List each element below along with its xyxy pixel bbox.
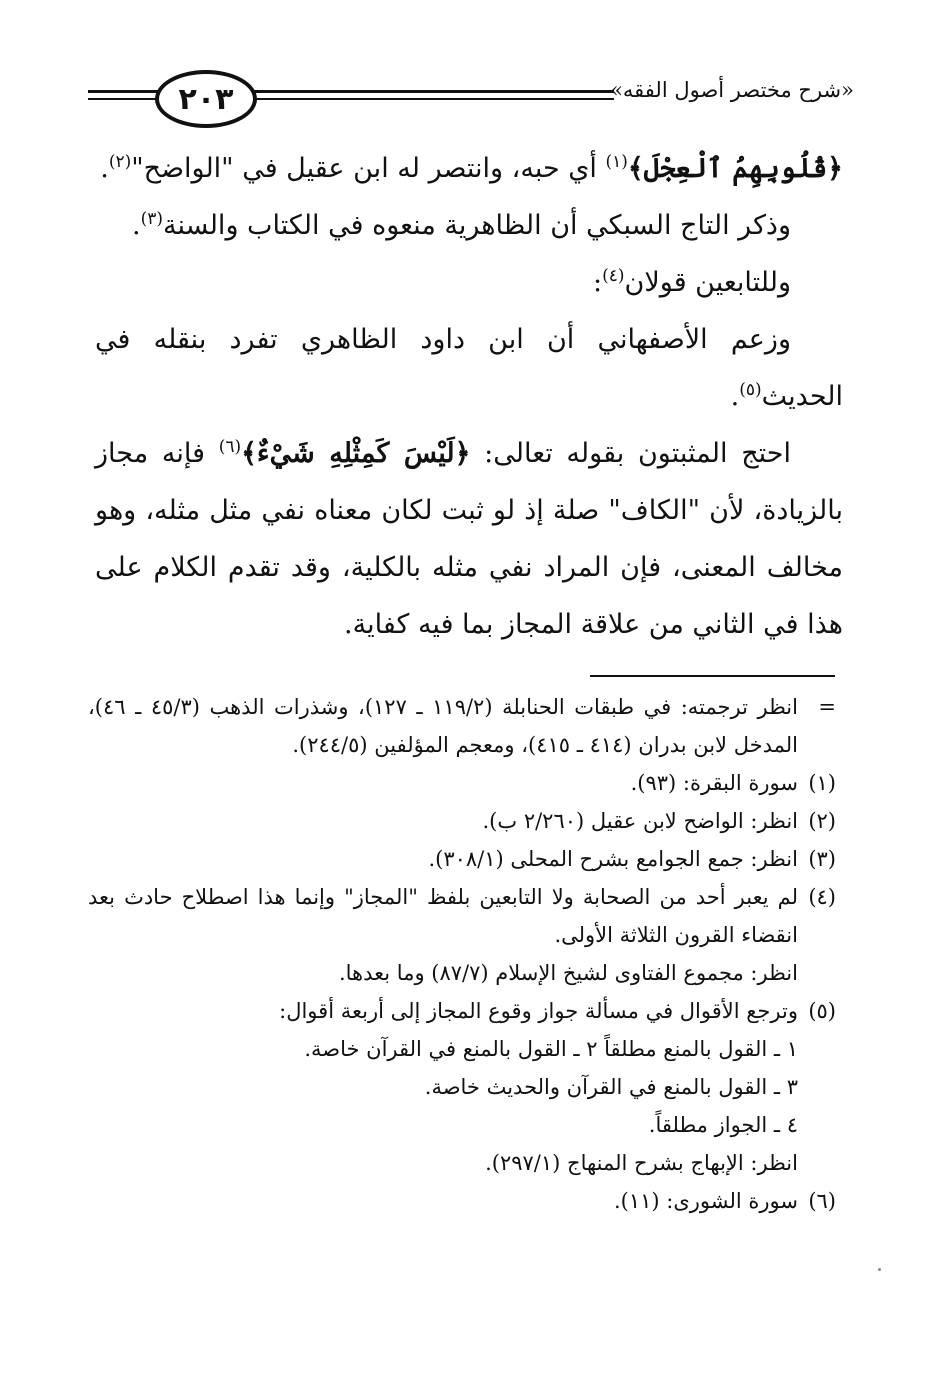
footnote-text: انظر ترجمته: في طبقات الحنابلة (١١٩/٢ ـ ١٢٧)، وشذرات الذهب (٤٥/٣ ـ ٤٦)، المدخل لابن بدران (٤١٤ ـ ٤١٥)، ومعجم المؤلفين (٢٤٤/٥). — [88, 695, 798, 757]
quran-verse: ﴿لَيْسَ كَمِثْلِهِ شَيْءٌ﴾ — [241, 438, 471, 469]
footnote-text: سورة الشورى: (١١). — [613, 1189, 798, 1213]
punctuation: . — [131, 210, 141, 241]
footnote-separator — [590, 675, 835, 677]
footnote-4 — [88, 878, 836, 992]
main-text — [95, 140, 843, 653]
footnote-ref: (١) — [605, 152, 628, 172]
page-header — [0, 60, 942, 140]
paragraph-5 — [95, 425, 843, 653]
footnote-text: انظر: جمع الجوامع بشرح المحلى (٣٠٨/١). — [428, 847, 798, 871]
footnote-reference: انظر: الإبهاج بشرح المنهاج (٢٩٧/١). — [485, 1151, 798, 1175]
paragraph-text: وذكر التاج السبكي أن الظاهرية منعوه في الكتاب والسنة — [163, 210, 791, 241]
footnote-text: انظر: الواضح لابن عقيل (٢/٢٦٠ ب). — [482, 809, 798, 833]
footnote-number: (٥) — [808, 999, 836, 1023]
footnote-ref: (٥) — [739, 380, 762, 400]
running-title: «شرح مختصر أصول الفقه» — [610, 78, 854, 102]
footnote-text: وترجع الأقوال في مسألة جواز وقوع المجاز إلى أربعة أقوال: — [279, 999, 798, 1023]
footnote-number: (٢) — [808, 809, 836, 833]
footnote-1 — [88, 764, 836, 802]
footnote-6 — [88, 1182, 836, 1220]
footnote-number: (٣) — [808, 847, 836, 871]
footnote-number: (١) — [808, 771, 836, 795]
footnote-list-item: ٤ ـ الجواز مطلقاً. — [648, 1113, 798, 1137]
paragraph-text: أي حبه، وانتصر له ابن عقيل في "الواضح" — [131, 153, 606, 184]
paragraph-text: احتج المثبتون بقوله تعالى: — [470, 438, 791, 469]
paragraph-text: فإنه مجاز بالزيادة، لأن "الكاف" صلة إذ لو ثبت لكان معناه نفي مثل مثله، وهو مخالف المعنى، فإن المراد نفي مثله بالكلية، وقد تقدم الكلام على هذا في الثاني من علاقة المجاز بما فيه كفاية. — [95, 438, 843, 640]
header-rule-right-top — [252, 90, 614, 93]
page-number: ٢٠٣ — [155, 70, 257, 128]
punctuation: : — [592, 267, 603, 298]
footnote-number: (٤) — [808, 885, 836, 909]
quran-verse: ﴿قُلُوبِهِمُ ٱلْعِجْلَ﴾ — [627, 153, 843, 184]
footnote-text: لم يعبر أحد من الصحابة ولا التابعين بلفظ "المجاز" وإنما هذا اصطلاح حادث بعد انقضاء القرون الثلاثة الأولى. — [88, 885, 798, 947]
header-rule-left-bottom — [88, 98, 160, 100]
paragraph-text: وزعم الأصفهاني أن ابن داود الظاهري تفرد بنقله في الحديث — [95, 324, 843, 412]
footnote-continued — [88, 688, 836, 764]
paragraph-4 — [95, 311, 843, 425]
footnote-ref: (٦) — [218, 437, 242, 457]
punctuation: . — [730, 381, 740, 412]
footnotes — [88, 688, 836, 1220]
paragraph-1 — [95, 140, 843, 197]
footnote-number: (٦) — [808, 1189, 836, 1213]
scan-speck — [878, 1268, 881, 1271]
header-rule-right-bottom — [252, 98, 614, 100]
footnote-list-item: ٣ ـ القول بالمنع في القرآن والحديث خاصة. — [424, 1075, 798, 1099]
footnote-ref: (٣) — [140, 209, 163, 229]
punctuation: . — [100, 153, 109, 184]
footnote-list-item: ١ ـ القول بالمنع مطلقاً ٢ ـ القول بالمنع في القرآن خاصة. — [304, 1037, 798, 1061]
header-rule-left-top — [88, 90, 160, 93]
footnote-2 — [88, 802, 836, 840]
footnote-ref: (٢) — [108, 152, 132, 172]
continuation-marker: = — [818, 695, 836, 719]
paragraph-text: وللتابعين قولان — [624, 267, 791, 298]
footnote-ref: (٤) — [602, 266, 625, 286]
footnote-3 — [88, 840, 836, 878]
paragraph-3 — [95, 254, 843, 311]
footnote-text: سورة البقرة: (٩٣). — [630, 771, 798, 795]
footnote-reference: انظر: مجموع الفتاوى لشيخ الإسلام (٨٧/٧) وما بعدها. — [338, 961, 798, 985]
paragraph-2 — [95, 197, 843, 254]
footnote-5 — [88, 992, 836, 1182]
